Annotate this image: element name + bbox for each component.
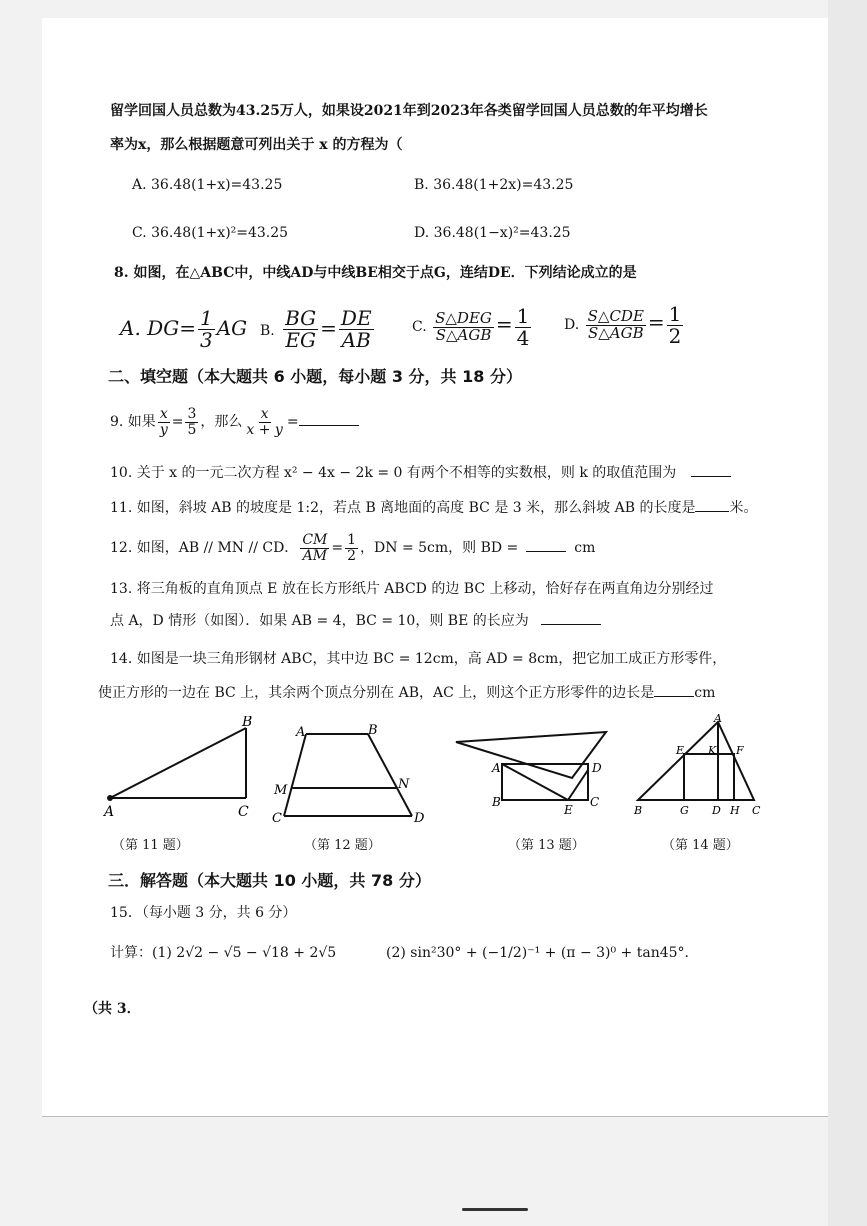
q12-pre: 12. 如图，AB // MN // CD． [110,540,299,556]
fig11-caption: （第 11 题） [112,838,189,853]
q8-c-d1: S△AGB [435,325,492,344]
q8-option-d [564,302,685,347]
q12-n2: 1 [347,531,357,548]
q8-b-d2: AB [341,328,371,352]
q9-mid: ，那么 [200,414,243,430]
q9-answer-blank [299,413,359,426]
home-indicator-bar[interactable] [462,1208,528,1211]
q8-option-c [412,304,533,349]
q9-n1: x [159,405,168,422]
q8-d-label: D. [564,317,580,333]
q8-stem: 8. 如图，在△ABC中，中线AD与中线BE相交于点G，连结DE．下列结论成立的是 [114,265,637,281]
q12-d2: 2 [347,547,357,564]
q9-eq2: = [286,414,299,430]
fig13-caption: （第 13 题） [508,838,585,853]
fig13-line-de [568,770,588,800]
q8-c-d2: 4 [516,325,530,350]
fig14-label-e: E [676,744,685,757]
q7-line1: 留学回国人员总数为43.25万人，如果设2021年到2023年各类留学回国人员总数的年平均增长 [110,103,708,119]
fig12-label-n: N [398,777,410,792]
fig12-label-m: M [274,783,288,798]
fig12-caption: （第 12 题） [304,838,381,853]
fig14-triangle-abc [638,722,754,800]
q8-a-label: A. [120,316,141,340]
q14-line2 [98,684,715,702]
q9-d1: y [159,421,168,438]
q9-frac3 [244,407,284,437]
q9-frac2 [185,407,198,437]
fig14-caption: （第 14 题） [662,838,739,853]
q7-option-b: B. 36.48(1+2x)=43.25 [414,177,574,193]
figure-14 [630,714,770,826]
q9 [110,402,359,442]
q8-b-label: B. [260,323,275,339]
fig13-label-d: D [592,761,602,775]
section-2-title: 二、填空题（本大题共 6 小题，每小题 3 分，共 18 分） [108,367,522,386]
q12 [110,530,595,566]
figure-11 [98,716,258,826]
q8-d-frac1 [586,306,646,342]
fig11-slope-ab [110,728,246,798]
fig13-label-a: A [492,761,501,775]
q12-answer-blank [526,539,566,552]
fig12-label-d: D [414,811,425,826]
fig12-label-b: B [368,723,378,738]
fig13-label-b: B [492,795,501,809]
q7-option-a: A. 36.48(1+x)=43.25 [132,177,283,193]
q11-answer-blank [695,499,729,512]
q12-frac2 [345,533,358,563]
q14-unit: cm [694,685,716,701]
q8-d-eq: = [647,310,665,334]
q14-line2-text: 使正方形的一边在 BC 上，其余两个顶点分别在 AB，AC 上，则这个正方形零件的边长是 [98,685,655,701]
fig13-line-ae [502,764,568,800]
fig14-label-h: H [730,804,740,817]
fig14-label-b: B [634,804,643,817]
q8-d-d2: 2 [668,323,682,348]
fig12-label-a: A [296,725,306,740]
fig14-label-f: F [736,744,744,757]
q15-part1: 计算：(1) 2√2 − √5 − √18 + 2√5 [110,945,337,961]
q9-d2: 5 [187,421,197,438]
q7-option-d: D. 36.48(1−x)²=43.25 [414,225,571,241]
q14-answer-blank [654,684,694,697]
q12-den: AM [302,547,328,564]
page-bottom-edge [42,1116,828,1117]
q8-c-n2: 1 [516,303,530,328]
q10-text: 10. 关于 x 的一元二次方程 x² − 4x − 2k = 0 有两个不相等的实数根，则 k 的取值范围为 [110,465,677,481]
q9-pre: 9. 如果 [110,414,156,430]
q10 [110,464,731,482]
q8-b-n2: DE [340,306,372,330]
q8-a-rhs: AG [216,316,248,340]
q8-c-n1: S△DEG [435,308,492,327]
figure-13 [452,724,612,824]
q8-b-d1: EG [285,328,316,352]
fig13-triangle-board [456,732,606,778]
q8-d-d1: S△AGB [587,323,644,342]
fig14-label-d: D [712,804,721,817]
q12-unit: cm [574,540,596,556]
q9-eq1: = [171,414,184,430]
q11-text: 11. 如图，斜坡 AB 的坡度是 1:2，若点 B 离地面的高度 BC 是 3 米，那么斜坡 AB 的长度是 [110,500,696,516]
page-footer-fragment: （共 3． [84,1001,141,1017]
fig12-label-c: C [272,811,282,826]
q7-option-c: C. 36.48(1+x)²=43.25 [132,225,289,241]
q8-b-eq: = [320,316,337,340]
q10-answer-blank [691,464,731,477]
q8-a-eq: = [179,316,196,340]
fig12-line-ac [284,734,306,816]
fig11-label-c: C [238,804,249,820]
fig14-label-k: K [708,744,717,757]
fig11-point-a [107,795,113,801]
fig11-label-b: B [242,716,253,730]
q13-line1: 13. 将三角板的直角顶点 E 放在长方形纸片 ABCD 的边 BC 上移动，恰好存在两直角边分别经过 [110,581,714,597]
q9-d3: x + y [246,421,283,438]
fig14-label-g: G [680,804,689,817]
q13-answer-blank [541,612,601,625]
fig14-label-a: A [714,714,722,725]
q8-b-frac1 [283,308,318,351]
q13-line2-text: 点 A，D 情形（如图）．如果 AB = 4，BC = 10，则 BE 的长应为 [110,613,529,629]
q7-line2: 率为x，那么根据题意可列出关于 x 的方程为（ [110,137,403,153]
q8-d-n1: S△CDE [587,306,644,325]
q8-a-den: 3 [199,328,213,352]
q8-b-n1: BG [285,306,317,330]
q12-frac1 [300,533,329,563]
fig13-label-c: C [590,795,600,809]
q15-part2: (2) sin²30° + (−1/2)⁻¹ + (π − 3)⁰ + tan45°． [386,945,699,961]
q8-c-frac1 [433,308,494,344]
q8-d-frac2 [667,301,684,348]
q8-c-label: C. [412,319,427,335]
q8-d-n2: 1 [668,301,682,326]
right-edge-shadow [828,0,867,1226]
q8-a-num: 1 [199,306,213,330]
q15-head: 15．（每小题 3 分，共 6 分） [110,905,297,921]
q8-a-lhs: DG [147,316,180,340]
fig14-label-c: C [752,804,761,817]
q8-option-a [120,308,247,351]
q9-frac1 [158,407,170,437]
section-3-title: 三．解答题（本大题共 10 小题，共 78 分） [108,871,431,890]
q14-line1: 14. 如图是一块三角形钢材 ABC，其中边 BC = 12cm，高 AD = 8cm，把它加工成正方形零件， [110,651,727,667]
q9-n2: 3 [187,405,197,422]
q13-line2 [110,612,601,630]
q12-eq: = [331,540,344,556]
q9-n3: x [260,405,269,422]
q12-post: ，DN = 5cm，则 BD = [360,540,519,556]
fig13-label-e: E [564,803,573,817]
figure-12 [270,722,440,826]
q8-option-b [260,308,376,351]
fig14-square-efhg [684,754,734,800]
q8-c-eq: = [495,312,513,336]
q8-a-frac [198,308,215,351]
q8-c-frac2 [515,303,532,350]
q12-num: CM [302,531,328,548]
q8-b-frac2 [339,308,374,351]
exam-page [42,18,828,1116]
q11-unit: 米。 [729,500,758,516]
fig12-line-bd [368,734,412,816]
fig11-label-a: A [104,804,115,820]
q11 [110,499,757,517]
